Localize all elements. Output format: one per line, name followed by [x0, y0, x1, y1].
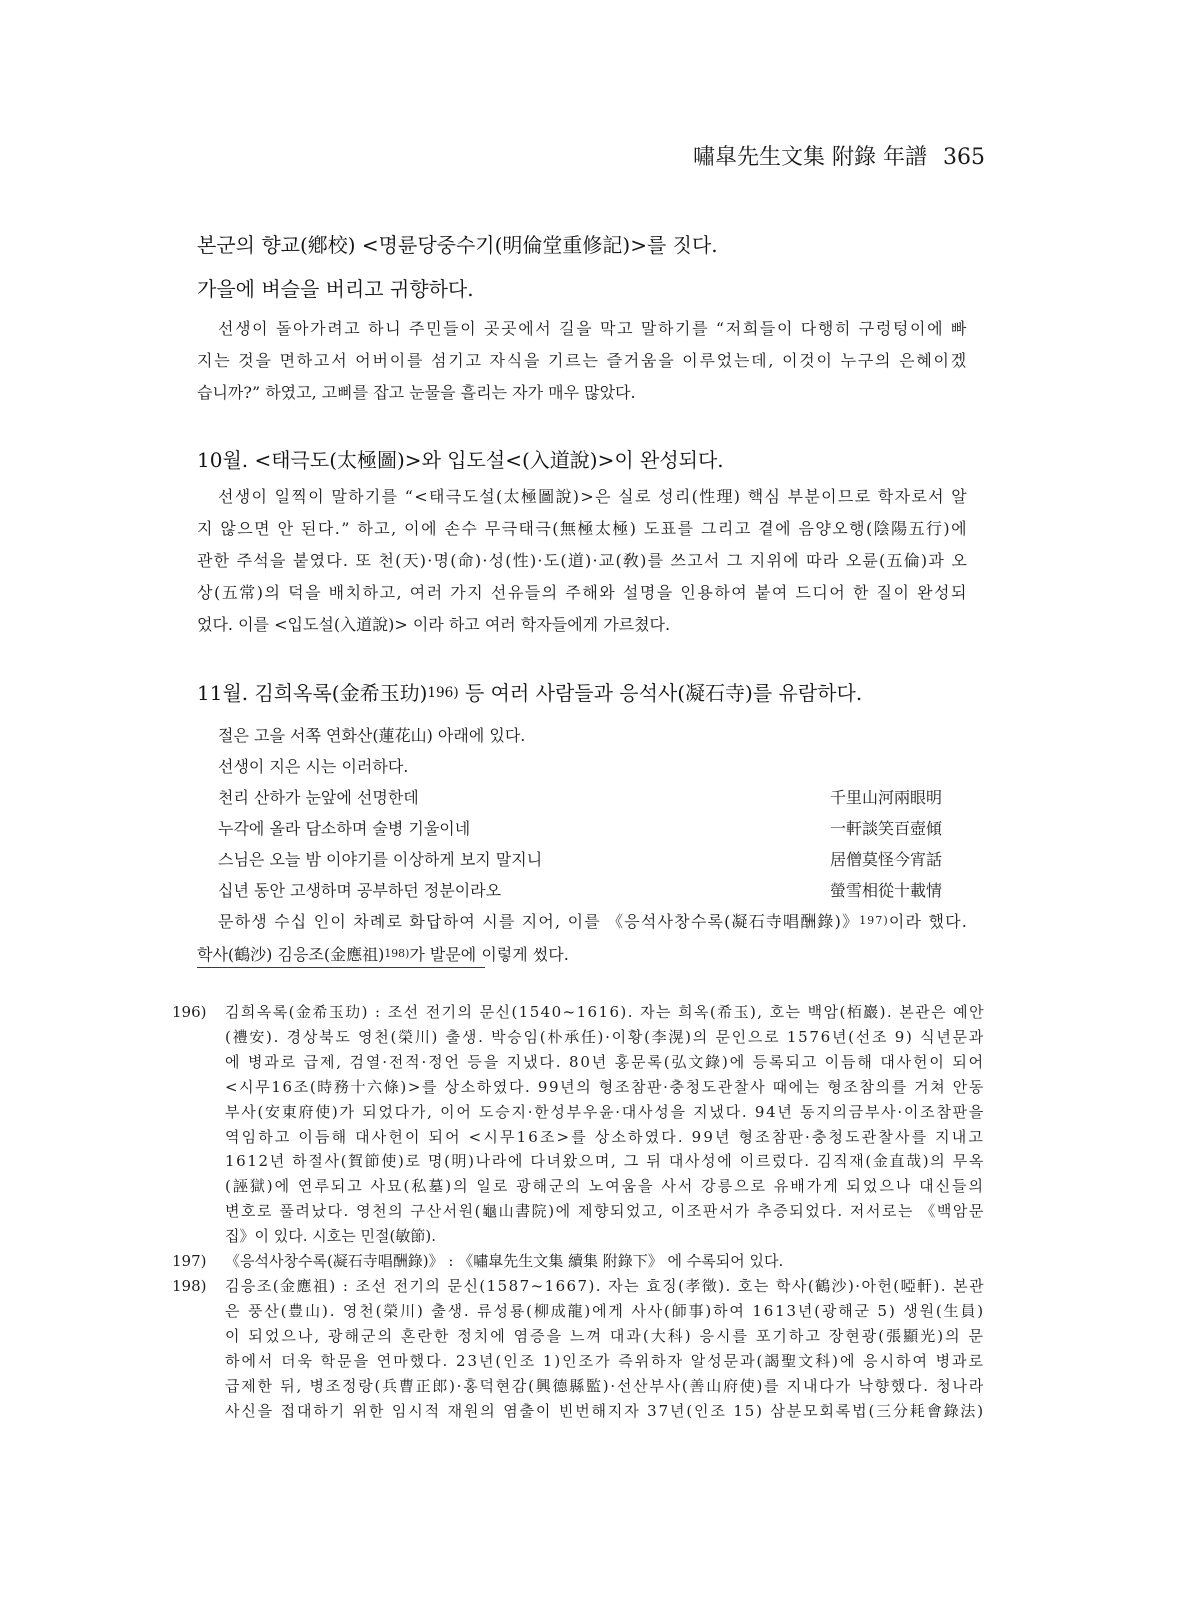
- footnote-ref-197: 197): [859, 914, 889, 928]
- entry-heading-text: 10월. <태극도(太極圖)>와 입도설<(入道說)>이 완성되다.: [197, 448, 724, 472]
- footnote-line-text: 1612년 하절사(賀節使)로 명(明)나라에 다녀왔으며, 그 뒤 대사성에 이르렀다. 김직재(金直哉)의 무옥: [225, 1152, 985, 1171]
- poem-korean: 누각에 올라 담소하며 술병 기울이네: [218, 819, 471, 838]
- footnote-line-text: (禮安). 경상북도 영천(榮川) 출생. 박승임(朴承任)·이황(李滉)의 문인으로 1576년(선조 9) 식년문과: [225, 1027, 985, 1046]
- paragraph-line-text: 지 않으면 안 된다.” 하고, 이에 손수 무극태극(無極太極) 도표를 그리고 곁에 음양오행(陰陽五行)에: [197, 519, 968, 538]
- paragraph-line: [197, 577, 968, 609]
- footnote-line: [225, 1125, 985, 1150]
- running-head: [693, 143, 985, 173]
- paragraph-line-text: 상(五常)의 덕을 배치하고, 여러 가지 선유들의 주해와 설명을 인용하여 붙여 드디어 한 질이 완성되: [197, 583, 968, 602]
- postscript-text: 학사(鶴沙) 김응조(金應祖): [197, 945, 385, 964]
- footnote-line-text: 역임하고 이듬해 대사헌이 되어 <시무16조>를 상소하였다. 99년 형조참판·충청도관찰사를 지내고: [225, 1127, 985, 1146]
- footnote-ref-196: 196): [427, 684, 459, 701]
- paragraph-line: [197, 377, 968, 409]
- footnote-number: 197): [172, 1252, 207, 1271]
- footnote-line: [225, 1274, 985, 1299]
- footnote-line-text: 은 풍산(豊山). 영천(榮川) 출생. 류성룡(柳成龍)에게 사사(師事)하여 1613년(광해군 5) 생원(生員): [225, 1301, 985, 1320]
- footnote-divider: [197, 967, 485, 968]
- footnote-line-text: 이 되었으나, 광해군의 혼란한 정치에 염증을 느껴 대과(大科) 응시를 포기하고 장현광(張顯光)의 문: [225, 1326, 985, 1345]
- entry-october-heading: [197, 445, 968, 475]
- paragraph-line: [197, 545, 968, 577]
- heading-rest: 등 여러 사람들과 응석사(凝石寺)를 유람하다.: [458, 681, 863, 705]
- temple-note-text: 절은 고을 서쪽 연화산(蓮花山) 아래에 있다.: [218, 726, 526, 745]
- entry-november-body: [197, 720, 968, 972]
- entry-heading: [197, 274, 968, 304]
- poem-hanja: 千里山河兩眼明: [830, 788, 943, 807]
- paragraph-line: [197, 481, 968, 513]
- footnote-line: [225, 1399, 985, 1424]
- poem-line: [197, 875, 968, 906]
- reply-text: 문하생 수십 인이 차례로 화답하여 시를 지어, 이를 《응석사창수록(凝石寺唱酬錄)》: [218, 912, 860, 931]
- footnote-line-text: (誣獄)에 연루되고 사묘(私墓)의 일로 광해군의 노여움을 사서 강릉으로 유배가게 되었으나 대신들의: [225, 1177, 985, 1196]
- entry-heading-text: 본군의 향교(鄕校) <명륜당중수기(明倫堂重修記)>를 짓다.: [197, 233, 718, 257]
- footnote-line-text: 김응조(金應祖) : 조선 전기의 문신(1587~1667). 자는 효징(孝徵). 호는 학사(鶴沙)·아헌(啞軒). 본관: [225, 1276, 985, 1295]
- entry-retire-paragraph: [197, 313, 968, 409]
- footnote-line: [225, 1149, 985, 1174]
- entry-heading-text: 가을에 벼슬을 버리고 귀향하다.: [197, 277, 474, 301]
- footnote-line: [225, 1100, 985, 1125]
- footnote-line-text: 사신을 접대하기 위한 임시적 재원의 염출이 빈번해지자 37년(인조 15) 삼분모회록법(三分耗會錄法): [225, 1401, 985, 1420]
- footnote-ref-198: 198): [384, 947, 410, 961]
- poem-intro-text: 선생이 지은 시는 이러하다.: [218, 757, 409, 776]
- footnote-line: [225, 1249, 985, 1274]
- page-number: 365: [943, 145, 985, 170]
- poem-line: [197, 813, 968, 844]
- footnote-197: [172, 1249, 985, 1274]
- poem-korean: 스님은 오늘 밤 이야기를 이상하게 보지 말지니: [218, 850, 543, 869]
- footnote-line: [225, 1075, 985, 1100]
- footnote-line: [225, 1299, 985, 1324]
- heading-text: 11월. 김희옥록(金希玉玏): [197, 681, 428, 705]
- footnote-line: [225, 1025, 985, 1050]
- footnote-line-text: 변호로 풀려났다. 영천의 구산서원(龜山書院)에 제향되었고, 이조판서가 추증되었다. 저서로는 《백암문: [225, 1202, 985, 1221]
- footnote-line: [225, 1174, 985, 1199]
- footnote-line: [225, 1000, 985, 1025]
- footnote-line: [225, 1324, 985, 1349]
- footnotes: [172, 1000, 985, 1423]
- reply-line-text: [218, 906, 968, 939]
- footnote-line-text: 김희옥록(金希玉玏) : 조선 전기의 문신(1540~1616). 자는 희옥(希玉), 호는 백암(栢巖). 본관은 예안: [225, 1003, 985, 1021]
- paragraph-line-text: 지는 것을 면하고서 어버이를 섬기고 자식을 기르는 즐거움을 이루었는데, 이것이 누구의 은혜이겠: [197, 351, 968, 370]
- paragraph-line: [197, 513, 968, 545]
- footnote-line: [225, 1349, 985, 1374]
- footnote-198: [172, 1274, 985, 1423]
- poem-hanja: 一軒談笑百壺傾: [830, 819, 943, 838]
- footnote-line: [225, 1374, 985, 1399]
- footnote-line-text: 《응석사창수록(凝石寺唱酬錄)》 : 《嘯皐先生文集 續集 附錄下》 에 수록되어 있다.: [225, 1252, 784, 1271]
- footnote-line-text: 부사(安東府使)가 되었다가, 이어 도승지·한성부우윤·대사성을 지냈다. 94년 동지의금부사·이조참판을: [225, 1102, 985, 1121]
- footnote-line: [225, 1199, 985, 1224]
- reply-rest: 이라 했다.: [888, 912, 968, 931]
- poem-line: [197, 782, 968, 813]
- entry-hyanggyo: [197, 230, 968, 260]
- entry-heading: [197, 445, 968, 475]
- paragraph-line: [197, 313, 968, 345]
- poem-intro-line: [197, 751, 968, 782]
- entry-heading: [197, 230, 968, 260]
- paragraph-line: [197, 609, 968, 641]
- footnote-number: 198): [172, 1276, 207, 1295]
- paragraph-line-text: 습니까?” 하였고, 고삐를 잡고 눈물을 흘리는 자가 매우 많았다.: [197, 383, 636, 402]
- footnote-line-text: 에 병과로 급제, 검열·전적·정언 등을 지냈다. 80년 홍문록(弘文錄)에 등록되고 이듬해 대사헌이 되어: [225, 1052, 985, 1071]
- paragraph-line-text: 었다. 이를 <입도설(入道說)> 이라 하고 여러 학자들에게 가르쳤다.: [197, 615, 671, 634]
- paragraph-line-text: 관한 주석을 붙였다. 또 천(天)·명(命)·성(性)·도(道)·교(敎)를 쓰고서 그 지위에 따라 오륜(五倫)과 오: [197, 551, 968, 570]
- footnote-line: [225, 1050, 985, 1075]
- footnote-line-text: 집》이 있다. 시호는 민절(敏節).: [225, 1227, 436, 1246]
- reply-line: [197, 906, 968, 939]
- entry-october-paragraph: [197, 481, 968, 641]
- poem-line: [197, 844, 968, 875]
- entry-november-heading: [197, 678, 968, 711]
- footnote-line: [225, 1224, 985, 1249]
- running-head-title: 嘯皐先生文集 附錄 年譜: [693, 145, 927, 170]
- paragraph-line-text: 선생이 돌아가려고 하니 주민들이 곳곳에서 길을 막고 말하기를 “저희들이 다행히 구렁텅이에 빠: [218, 319, 968, 338]
- footnote-line-text: 급제한 뒤, 병조정랑(兵曹正郎)·홍덕현감(興德縣監)·선산부사(善山府使)를 지내다가 낙향했다. 청나라: [225, 1376, 985, 1395]
- poem-hanja: 螢雪相從十載情: [830, 881, 943, 900]
- footnote-line-text: <시무16조(時務十六條)>를 상소하였다. 99년의 형조참판·충청도관찰사 때에는 형조참의를 거쳐 안동: [225, 1077, 985, 1096]
- poem-hanja: 居僧莫怪今宵話: [830, 850, 943, 869]
- footnote-196: [172, 1000, 985, 1249]
- entry-retire-heading: [197, 274, 968, 304]
- paragraph-line: [197, 345, 968, 377]
- footnote-line-text: 하에서 더욱 학문을 연마했다. 23년(인조 1)인조가 즉위하자 알성문과(謁聖文科)에 응시하여 병과로: [225, 1351, 985, 1370]
- paragraph-line-text: 선생이 일찍이 말하기를 “<태극도설(太極圖說)>은 실로 성리(性理) 핵심 부분이므로 학자로서 알: [218, 487, 968, 506]
- footnote-number: 196): [172, 1003, 207, 1021]
- poem-korean: 천리 산하가 눈앞에 선명한데: [218, 788, 419, 807]
- poem-korean: 십년 동안 고생하며 공부하던 정분이라오: [218, 881, 502, 900]
- postscript-rest: 가 발문에 이렇게 썼다.: [409, 945, 569, 964]
- entry-heading: [197, 678, 968, 711]
- entry-heading-text: [197, 678, 862, 711]
- temple-note-line: [197, 720, 968, 751]
